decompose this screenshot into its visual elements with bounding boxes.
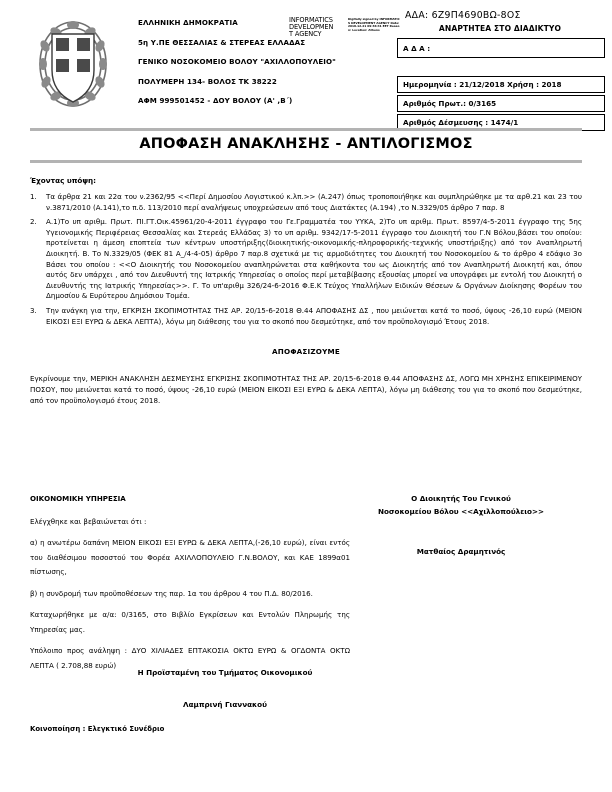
- decision-paragraph: Εγκρίνουμε την, ΜΕΡΙΚΗ ΑΝΑΚΛΗΣΗ ΔΕΣΜΕΥΣΗΣ ΕΓΚΡΙΣΗΣ ΣΚΟΠΙΜΟΤΗΤΑΣ ΤΗΣ ΑΡ. 20/15-6-2018 Θ.44 ΑΠΟΦΑΣΗΣ ΔΣ, ΛΟΓΩ ΜΗ ΧΡΗΣΗΣ ΕΠΙΚΕΙΡΙΜΕΝΟΥ ΠΟΣΟΥ, που μειώνεται κατά το ποσό, ύψους -26,10 ευρώ (ΜΕΙΟΝ ΕΙΚΟΣΙ ΕΞΙ ΕΥΡΩ & ΔΕΚΑ ΛΕΠΤΑ), λόγω μη διάθεσης του για το σκοπό που δεσμεύτηκε, από τον προϋπολογισμό έτους 2018.: [30, 374, 582, 406]
- financial-service-item-a: α) η ανωτέρω δαπάνη ΜΕΙΟΝ ΕΙΚΟΣΙ ΕΞΙ ΕΥΡΩ & ΔΕΚΑ ΛΕΠΤΑ,(-26,10 ευρώ), είναι εντός του διαθέσιμου ποσοστού του Φορέα ΑΧΙΛΛΟΠΟΥΛΕΙΟ Γ.Ν.ΒΟΛΟΥ, και ΚΑΕ 1899α01 πίστωσης,: [30, 538, 350, 576]
- list-item: [30, 217, 582, 302]
- header-divider-bottom: [30, 160, 582, 163]
- ada-code-text: ΑΔΑ: 6Ζ9Π4690ΒΩ-8ΟΣ: [405, 10, 521, 21]
- financial-service-column: [30, 492, 350, 680]
- org-line-republic: ΕΛΛΗΝΙΚΗ ΔΗΜΟΚΡΑΤΙΑ: [138, 18, 238, 27]
- org-line-health-region: 5η Υ.ΠΕ ΘΕΣΣΑΛΙΑΣ & ΣΤΕΡΕΑΣ ΕΛΛΑΔΑΣ: [138, 37, 306, 47]
- administrator-title-line2: Νοσοκομείου Βόλου <<Αχιλλοπούλειο>>: [377, 507, 545, 516]
- financial-service-heading: ΟΙΚΟΝΟΜΙΚΗ ΥΠΗΡΕΣΙΑ: [30, 494, 126, 503]
- financial-service-item-b: β) η συνδρομή των προϋποθέσεων της παρ. 1α του άρθρου 4 του Π.Δ. 80/2016.: [30, 588, 313, 598]
- anartitea-text: ΑΝΑΡΤΗΤΕΑ ΣΤΟ ΔΙΑΔΙΚΤΥΟ: [438, 24, 562, 33]
- decide-heading: ΑΠΟΦΑΣΙΖΟΥΜΕ: [272, 347, 340, 357]
- administrator-name: Ματθαίος Δραμητινός: [416, 547, 506, 556]
- date-box: Ημερομηνία : 21/12/2018 Χρήση : 2018: [397, 76, 605, 93]
- ida-stamp-details: Digitally signed by INFORMATICS DEVELOPMENT AGENCY Date: 2018.12.21 09:36:41 EET Reason: Location: Athens: [348, 17, 400, 32]
- list-item-text: Την ανάγκη για την, ΕΓΚΡΙΣΗ ΣΚΟΠΙΜΟΤΗΤΑΣ ΤΗΣ ΑΡ. 20/15-6-2018 Θ.44 ΑΠΟΦΑΣΗΣ ΔΣ , που μειώνεται κατά το ποσό, ύψους -26,10 ευρώ (ΜΕΙΟΝ ΕΙΚΟΣΙ ΕΞΙ ΕΥΡΩ & ΔΕΚΑ ΛΕΠΤΑ), λόγω μη διάθεσης του για το σκοπό που δεσμεύτηκε, από τον προϋπολογισμό Έτους 2018.: [46, 305, 582, 326]
- header-divider-top: [30, 128, 582, 131]
- list-item-text: Α.1)Το υπ αριθμ. Πρωτ. ΠΙ.ΓΤ.Οικ.45961/20-4-2011 έγγραφο του Γε.Γραμματέα του ΥΥΚΑ, 2)Το υπ αριθμ. Πρωτ. 8597/4-5-2011 έγγραφο της 5ης Υγειονομικής Περιφέρειας Θεσσαλίας και Στερεάς Ελλάδας 3) το υπ αριθμ. 9342/17-5-2011 έγγραφο του Διοικητή του Γ.Ν Βόλου,βάσει του οποίου: προτείνεται η άμεση εποπτεία των κέντρων υποστήριξης(διοικητικής-οικονομικής-πληροφορικής-τεχνικής υποστήριξης) από τον Αναπληρωτή Διοικητή. Β. Το Ν.3329/05 (ΦΕΚ 81 Α_/4-4-05) άρθρο 7 παρ.8 σχετικά με τις αρμοδιότητες του Διοικητή του Νοσοκομείου & το άρθρο 4 εδάφιο 3ο Βάσει του οποίου : <<Ο Διοικητής του Νοσοκομείου αναπληρώνεται στα καθήκοντα του ως Διοικητής από τον Αναπληρωτή Διοικητή και, όπου αυτός δεν υπάρχει , από τον Διευθυντή της Ιατρικής Υπηρεσίας ο οποίος περί μεταβίβασης εξουσίας μπορεί να υπογράφει με εντολή του Διοικητή ο Διευθυντής της Ιατρικής Υπηρεσίας>>. Γ. Το υπ'αριθμ 326/24-6-2016 Φ.Ε.Κ Τεύχος Υπαλλήλων Ειδικών Θέσεων & Οργάνων Διοίκησης Φορέων του Δημοσίου & Ευρύτερου Δημόσιου Τομέα.: [46, 217, 582, 301]
- protocol-number-box: Αριθμός Πρωτ.: 0/3165: [397, 95, 605, 112]
- ada-field-box: [397, 38, 605, 58]
- org-line-hospital: ΓΕΝΙΚΟ ΝΟΣΟΚΟΜΕΙΟ ΒΟΛΟΥ "ΑΧΙΛΛΟΠΟΥΛΕΙΟ": [138, 57, 336, 67]
- cc-recipients: Κοινοποίηση : Ελεγκτικό Συνέδριο: [30, 725, 165, 733]
- document-header: [0, 0, 612, 127]
- list-item: [30, 192, 582, 213]
- ida-title-line3: T AGENCY: [289, 30, 322, 39]
- financial-service-registered: Καταχωρήθηκε με α/α: 0/3165, στο Βιβλίο Εγκρίσεων και Εντολών Πληρωμής της Υπηρεσίας μας.: [30, 610, 350, 634]
- department-head-name: Λαμπρινή Γιαννακού: [183, 700, 267, 709]
- list-item: [30, 306, 582, 327]
- list-item-text: Τα άρθρα 21 και 22α του ν.2362/95 <<Περί Δημοσίου Λογιστικού κ.λπ.>> (Α.247) όπως τροποποιήθηκε και συμπληρώθηκε με τα αρθ.21 και 23 του ν.3871/2010 (Α.141),το π.δ. 113/2010 περί αναλήψεως υποχρεώσεων από τους Διατάκτες (Α.194) ,το Ν.3329/05 άρθρο 7 παρ. 8: [46, 192, 582, 212]
- financial-service-balance: Υπόλοιπο προς ανάληψη : ΔΥΟ ΧΙΛΙΑΔΕΣ ΕΠΤΑΚΟΣΙΑ ΟΚΤΩ ΕΥΡΩ & ΟΓΔΟΝΤΑ ΟΚΤΩ ΛΕΠΤΑ ( 2.708,88 ευρώ): [30, 646, 350, 670]
- list-item-number: 3.: [30, 305, 37, 315]
- org-line-tax: ΑΦΜ 999501452 - ΔΟΥ ΒΟΛΟΥ (Α' ,Β΄): [138, 96, 293, 106]
- department-head-title: Η Προϊσταμένη του Τμήματος Οικονομικού: [137, 668, 313, 677]
- list-item-number: 2.: [30, 217, 37, 227]
- financial-service-intro: Ελέγχθηκε και βεβαιώνεται ότι :: [30, 516, 147, 526]
- ada-field-label: Α Δ Α :: [403, 44, 431, 53]
- administrator-title-line1: Ο Διοικητής Του Γενικού: [411, 494, 511, 503]
- preamble-text: Έχοντας υπόψη:: [30, 176, 97, 185]
- ida-title-line1: INFORMATICS: [289, 16, 333, 24]
- document-body: [30, 176, 582, 406]
- org-line-address: ΠΟΛΥΜΕΡΗ 134- ΒΟΛΟΣ ΤΚ 38222: [138, 76, 277, 86]
- organization-block: [138, 19, 398, 117]
- ida-title-line2: DEVELOPMEN: [289, 23, 334, 32]
- administrator-signature-column: [340, 492, 582, 558]
- list-item-number: 1.: [30, 192, 37, 201]
- greek-coat-of-arms-emblem: [36, 16, 110, 112]
- commitment-number-box: Αριθμός Δέσμευσης : 1474/1: [397, 114, 605, 131]
- page-title: ΑΠΟΦΑΣΗ ΑΝΑΚΛΗΣΗΣ - ΑΝΤΙΛΟΓΙΣΜΟΣ: [139, 136, 473, 152]
